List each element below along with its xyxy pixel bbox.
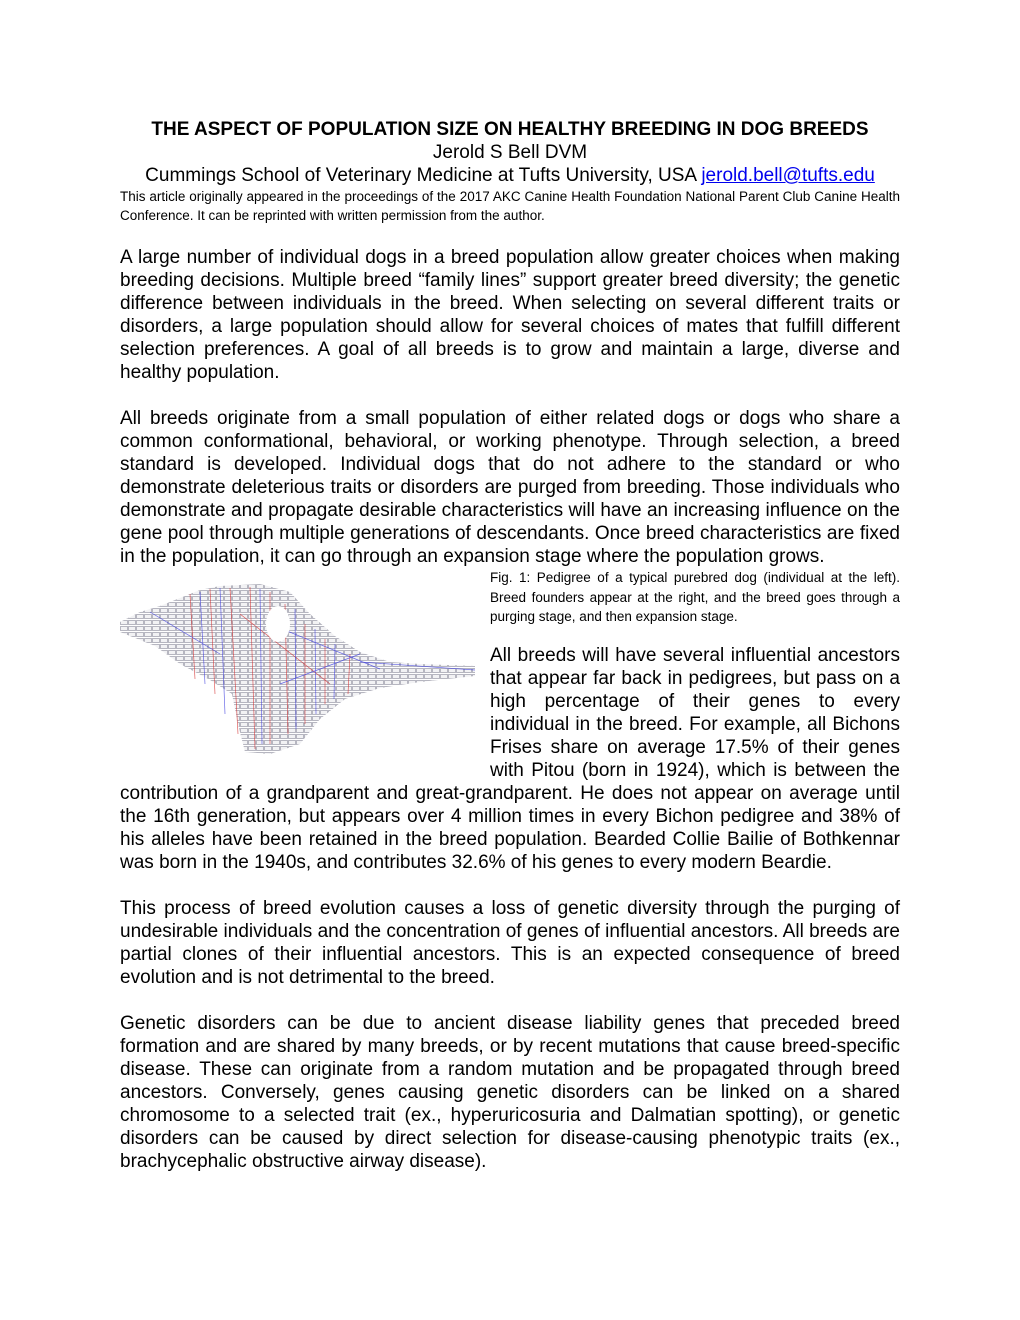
document-page xyxy=(120,118,900,1196)
pedigree-figure xyxy=(120,584,480,764)
paragraph-3: All breeds will have several influential ancestors that appear far back in pedigrees, but pass on a high percentage of their genes to every individual in the breed. For example, all Bichons Frises share on average 17.5% of their genes with Pitou (born in 1924), which is between the contribution of a grandparent and great-grandparent. He does not appear on average until the 16th generation, but appears over 4 million times in every Bichon pedigree and 38% of his alleles have been retained in the breed population. Bearded Collie Bailie of Bothkennar was born in the 1940s, and contributes 32.6% of his genes to every modern Beardie. xyxy=(120,644,900,873)
email-link[interactable]: jerold.bell@tufts.edu xyxy=(701,165,875,186)
affiliation-line xyxy=(120,164,900,187)
paragraph-2: All breeds originate from a small population of either related dogs or dogs who share a common conformational, behavioral, or working phenotype. Through selection, a breed standard is developed. Individual dogs that do not adhere to the standard or who demonstrate deleterious traits or disorders are purged from breeding. Those individuals who demonstrate and propagate desirable characteristics will have an increasing influence on the gene pool through multiple generations of descendants. Once breed characteristics are fixed in the population, it can go through an expansion stage where the population grows. xyxy=(120,408,900,567)
document-title: THE ASPECT OF POPULATION SIZE ON HEALTHY BREEDING IN DOG BREEDS xyxy=(151,119,869,140)
paragraph-4: This process of breed evolution causes a loss of genetic diversity through the purging of undesirable individuals and the concentration of genes of influential ancestors. All breeds are partial clones of their influential ancestors. This is an expected consequence of breed evolution and is not detrimental to the breed. xyxy=(120,897,900,988)
paragraph-5: Genetic disorders can be due to ancient disease liability genes that preceded breed formation and are shared by many breeds, or by recent mutations that cause breed-specific disease. These can originate from a random mutation and be propagated through breed ancestors. Conversely, genes causing genetic disorders can be linked on a shared chromosome to a selected trait (ex., hyperuricosuria and Dalmatian spotting), or genetic disorders can be caused by direct selection for disease-causing phenotypic traits (ex., brachycephalic obstructive airway disease). xyxy=(120,1012,900,1172)
figure-caption: Fig. 1: Pedigree of a typical purebred dog (individual at the left). Breed founders appear at the right, and the breed goes through a purging stage, and then expansion stage. xyxy=(490,570,900,624)
paragraph-1: A large number of individual dogs in a breed population allow greater choices when making breeding decisions. Multiple breed “family lines” support greater breed diversity; the genetic difference between individuals in the breed. When selecting on several different traits or disorders, a large population should allow for several choices of mates that fulfill different selection preferences. A goal of all breeds is to grow and maintain a large, diverse and healthy population. xyxy=(120,247,900,383)
figure-section xyxy=(120,568,900,874)
publication-note: This article originally appeared in the proceedings of the 2017 AKC Canine Health Foundation National Parent Club Canine Health Conference. It can be reprinted with written permission from the author. xyxy=(120,189,900,223)
affiliation: Cummings School of Veterinary Medicine at Tufts University, USA xyxy=(145,165,697,186)
author-name: Jerold S Bell DVM xyxy=(432,142,588,163)
pedigree-diagram-image xyxy=(120,584,480,754)
